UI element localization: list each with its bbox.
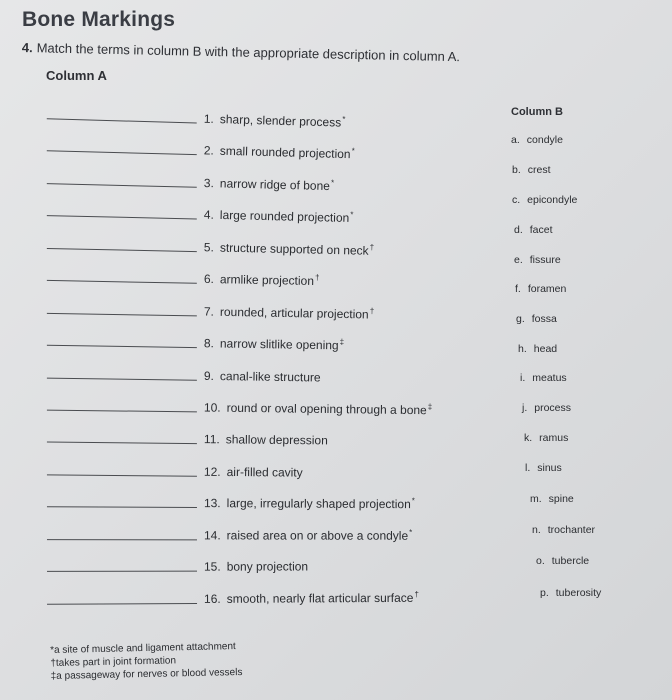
answer-blank[interactable] xyxy=(47,248,197,252)
term-item xyxy=(512,164,551,176)
term-letter: f. xyxy=(515,283,521,295)
term-text: meatus xyxy=(532,372,567,384)
description-item xyxy=(204,464,304,480)
answer-blank[interactable] xyxy=(47,280,197,284)
matching-row xyxy=(0,522,480,543)
item-number: 2. xyxy=(203,143,215,158)
term-item xyxy=(515,283,566,295)
matching-row xyxy=(0,489,480,512)
term-letter: j. xyxy=(522,402,528,414)
answer-blank[interactable] xyxy=(47,410,197,413)
item-text: canal-like structure xyxy=(219,369,321,385)
term-item xyxy=(530,493,574,505)
item-number: 10. xyxy=(203,400,221,415)
item-text: bony projection xyxy=(226,559,309,574)
item-number: 4. xyxy=(203,207,215,222)
description-item xyxy=(204,590,419,606)
term-text: sinus xyxy=(537,462,562,474)
term-item xyxy=(522,402,571,414)
footnote-mark: * xyxy=(350,209,354,220)
item-text: small rounded projection xyxy=(219,143,351,162)
term-item xyxy=(524,432,568,444)
term-text: crest xyxy=(527,164,551,176)
term-item xyxy=(540,587,601,599)
matching-row xyxy=(0,230,480,260)
answer-blank[interactable] xyxy=(47,506,197,508)
term-item xyxy=(512,194,577,206)
footnote-mark: * xyxy=(409,527,413,537)
item-number: 6. xyxy=(203,271,215,287)
description-item xyxy=(204,495,415,511)
page-title: Bone Markings xyxy=(22,8,176,31)
column-b-heading: Column B xyxy=(511,106,563,118)
term-item xyxy=(536,555,589,567)
matching-row xyxy=(0,392,480,418)
matching-row xyxy=(0,100,480,133)
matching-row xyxy=(0,295,480,323)
description-item xyxy=(204,111,346,130)
answer-blank[interactable] xyxy=(47,150,197,155)
item-number: 12. xyxy=(203,464,221,479)
term-text: facet xyxy=(529,224,553,236)
term-letter: i. xyxy=(520,372,526,384)
answer-blank[interactable] xyxy=(47,118,197,123)
footnote-mark: * xyxy=(411,496,415,506)
item-text: large, irregularly shaped projection xyxy=(226,496,411,512)
term-letter: m. xyxy=(530,493,542,505)
item-number: 11. xyxy=(203,432,220,447)
term-letter: c. xyxy=(512,194,521,206)
matching-row xyxy=(0,457,480,481)
answer-blank[interactable] xyxy=(47,345,197,348)
column-a-heading: Column A xyxy=(46,68,107,83)
item-text: large rounded projection xyxy=(219,207,350,225)
answer-blank[interactable] xyxy=(47,474,197,476)
item-text: sharp, slender process xyxy=(219,112,342,130)
description-item xyxy=(204,142,355,161)
instruction-text: Match the terms in column B with the appropriate description in column A. xyxy=(36,40,461,65)
description-item xyxy=(204,271,320,288)
answer-blank[interactable] xyxy=(47,313,197,317)
matching-row xyxy=(0,553,480,574)
item-number: 13. xyxy=(203,496,221,511)
matching-row xyxy=(0,584,480,607)
term-text: spine xyxy=(548,493,574,505)
term-letter: o. xyxy=(536,555,545,567)
item-number: 15. xyxy=(203,559,221,574)
term-item xyxy=(514,224,553,236)
footnote-mark: * xyxy=(351,146,355,156)
answer-blank[interactable] xyxy=(47,539,197,540)
description-item xyxy=(204,335,344,352)
term-letter: k. xyxy=(524,432,533,444)
item-text: air-filled cavity xyxy=(226,464,303,480)
term-letter: a. xyxy=(511,134,520,146)
matching-row xyxy=(0,424,480,449)
matching-row xyxy=(0,197,480,228)
item-text: rounded, articular projection xyxy=(219,304,369,322)
matching-row xyxy=(0,327,480,355)
answer-blank[interactable] xyxy=(47,441,197,444)
term-letter: n. xyxy=(532,524,541,536)
instruction xyxy=(22,40,460,64)
item-text: structure supported on neck xyxy=(219,240,369,258)
matching-row xyxy=(0,360,480,387)
item-number: 9. xyxy=(203,368,215,383)
footnote-mark: † xyxy=(414,589,419,599)
description-item xyxy=(204,239,375,258)
term-letter: g. xyxy=(516,313,525,325)
matching-row xyxy=(0,165,480,197)
answer-blank[interactable] xyxy=(47,378,197,381)
item-number: 16. xyxy=(203,591,221,606)
footnote-mark: * xyxy=(342,114,346,124)
answer-blank[interactable] xyxy=(47,183,197,188)
term-text: fossa xyxy=(531,313,557,325)
term-item xyxy=(525,462,562,474)
footnote-mark: † xyxy=(369,242,375,252)
item-text: narrow ridge of bone xyxy=(219,176,331,194)
description-item xyxy=(204,207,354,225)
item-text: round or oval opening through a bone xyxy=(226,400,427,418)
footnote-mark: * xyxy=(330,178,335,188)
term-item xyxy=(518,343,557,355)
item-number: 14. xyxy=(203,528,221,543)
term-letter: e. xyxy=(514,254,523,266)
term-text: fissure xyxy=(529,254,561,266)
item-text: narrow slitlike opening xyxy=(219,336,339,353)
item-text: armlike projection xyxy=(219,272,315,289)
description-item xyxy=(204,175,335,193)
description-item xyxy=(204,368,322,385)
item-number: 7. xyxy=(203,304,215,319)
description-item xyxy=(204,399,432,417)
term-text: foramen xyxy=(527,283,567,295)
footnote: †takes part in joint formation xyxy=(50,655,177,669)
description-item xyxy=(204,431,329,447)
term-text: condyle xyxy=(526,134,563,146)
footnote-mark: † xyxy=(314,273,320,283)
term-letter: l. xyxy=(525,462,531,474)
item-text: raised area on or above a condyle xyxy=(226,528,409,543)
description-item xyxy=(204,527,412,542)
item-text: shallow depression xyxy=(225,432,328,448)
question-number: 4. xyxy=(21,40,33,56)
answer-blank[interactable] xyxy=(47,215,197,219)
term-text: head xyxy=(533,343,558,355)
term-text: tubercle xyxy=(551,555,590,567)
answer-blank[interactable] xyxy=(47,603,197,605)
term-text: process xyxy=(534,402,572,414)
footnote: *a site of muscle and ligament attachment xyxy=(50,641,236,656)
term-item xyxy=(514,254,561,266)
term-text: tuberosity xyxy=(555,587,602,599)
term-item xyxy=(532,524,595,536)
term-item xyxy=(511,134,563,146)
answer-blank[interactable] xyxy=(47,571,197,572)
term-letter: h. xyxy=(518,343,527,355)
footnote-mark: † xyxy=(369,306,375,316)
term-text: ramus xyxy=(539,432,569,444)
footnote-mark: ‡ xyxy=(339,337,345,347)
term-text: epicondyle xyxy=(527,194,578,206)
term-text: trochanter xyxy=(547,524,596,536)
matching-row xyxy=(0,262,480,291)
description-item xyxy=(204,304,374,322)
item-number: 8. xyxy=(203,336,215,351)
term-letter: b. xyxy=(512,164,521,176)
term-item xyxy=(520,372,567,384)
term-letter: p. xyxy=(540,587,549,599)
footnote: ‡a passageway for nerves or blood vessels xyxy=(50,666,243,682)
term-letter: d. xyxy=(514,224,523,236)
description-item xyxy=(204,558,309,573)
item-text: smooth, nearly flat articular surface xyxy=(226,590,414,606)
item-number: 3. xyxy=(203,175,215,191)
term-item xyxy=(516,313,557,325)
item-number: 1. xyxy=(203,111,215,126)
matching-row xyxy=(0,132,480,165)
item-number: 5. xyxy=(203,240,215,255)
footnotes xyxy=(50,640,243,683)
footnote-mark: ‡ xyxy=(427,402,433,412)
